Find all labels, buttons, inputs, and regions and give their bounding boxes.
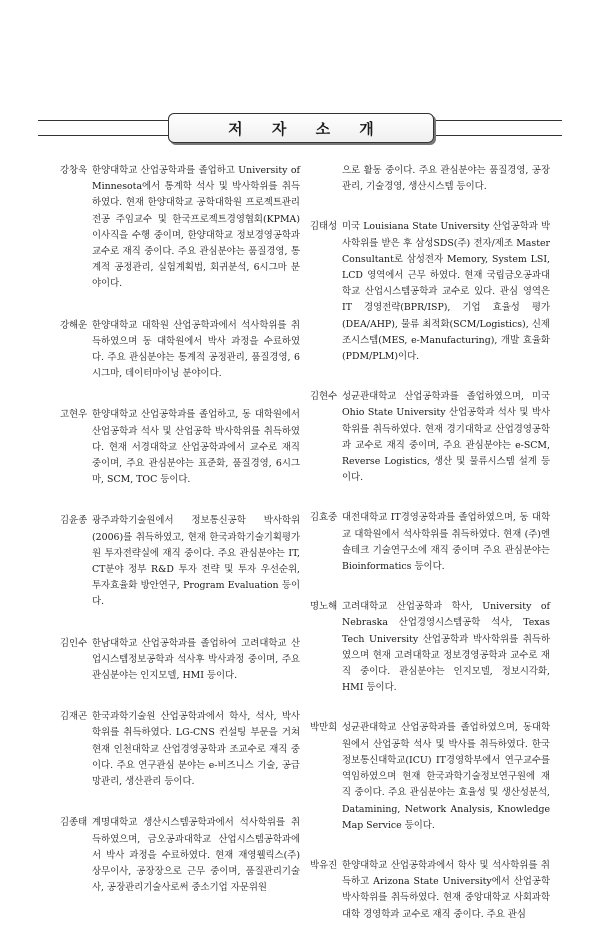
author-name: 김효중 xyxy=(310,512,338,524)
author-bio: 으로 활동 중이다. 주요 관심분야는 품질경영, 공장관리, 기술경영, 생산시스템 등이다. xyxy=(342,165,550,193)
author-bio: 계명대학교 생산시스템공학과에서 석사학위를 취득하였으며, 금오공과대학교 산업시스템공학과에서 박사 과정을 수료하였다. 현재 재영웰릭스(주) 상무이사, 공장장으로 근무 중이며, 품질관리기술사, 공장관리기술사로써 중소기업 자문위원 xyxy=(92,817,300,894)
author-bio: 미국 Louisiana State University 산업공학과 박사학위를 받은 후 삼성SDS(주) 전자/제조 Master Consultant로 삼성전자 Memory, System LSI, LCD 영역에서 근무 하였다. 현재 국립금오공과대학교 산업시스템공학과 교수로 있다. 관심 영역은 IT 경영전략(BPR/ISP), 기업 효율성 평가(DEA/AHP), 물류 최적화(SCM/Logistics), 신제조시스템(MES, e-Manufacturing), 개발 효율화(PDM/PLM)이다. xyxy=(342,221,550,363)
author-bio: 고려대학교 산업공학과 학사, University of Nebraska 산업경영시스템공학 석사, Texas Tech University 산업공학과 박사학위를 취득하였으며 현재 고려대학교 정보경영공학과 교수로 재직 중이다. 관심분야는 인지모델, 정보시각화, HMI 등이다. xyxy=(342,601,550,694)
author-bio: 한양대학교 대학원 산업공학과에서 석사학위를 취득하였으며 동 대학원에서 박사 과정을 수료하였다. 주요 관심분야는 통계적 공정관리, 품질경영, 6시그마, 데이터마이닝 분야이다. xyxy=(92,319,300,380)
author-bio: 성균관대학교 산업공학과를 졸업하였으며, 미국 Ohio State University 산업공학과 석사 및 박사학위를 취득하였다. 현재 경기대학교 산업경영공학과 교수로 재직 중이며, 주요 관심분야는 e-SCM, Reverse Logistics, 생산 및 물류시스템 설계 등이다. xyxy=(342,391,550,484)
author-name: 박유진 xyxy=(310,859,338,871)
author-name: 김재곤 xyxy=(60,711,88,723)
author-entry xyxy=(60,709,300,790)
author-name: 김윤종 xyxy=(60,515,88,527)
author-name: 명노해 xyxy=(310,601,338,613)
author-entry xyxy=(60,636,300,685)
section-title-box xyxy=(168,113,434,143)
author-entry xyxy=(60,163,300,293)
author-name: 강해운 xyxy=(60,319,88,331)
author-name: 김현수 xyxy=(310,391,338,403)
author-entry xyxy=(60,815,300,896)
author-entry-continued xyxy=(310,163,550,195)
author-bio: 성균관대학교 산업공학과를 졸업하였으며, 동대학원에서 산업공학 석사 및 박사를 취득하였다. 한국정보통신대학교(ICU) IT경영학부에서 연구교수를 역임하였으며 현재 한국과학기술정보연구원에 재직 중이다. 주요 관심분야는 효율성 및 생산성분석, Datamining, Network Analysis, Knowledge Map Service 등이다. xyxy=(342,722,550,831)
author-name: 고현우 xyxy=(60,409,88,421)
left-column xyxy=(60,163,300,921)
author-bio: 대전대학교 IT경영공학과를 졸업하였으며, 동 대학교 대학원에서 석사학위를 취득하였다. 현재 (주)엔솔테크 기술연구소에 재직 중이며 주요 관심분야는 Bioinformatics 등이다. xyxy=(342,512,550,573)
author-bio: 광주과학기술원에서 정보통신공학 박사학위(2006)를 취득하였고, 현재 한국과학기술기획평가원 투자전략실에 재직 중이다. 주요 관심분야는 IT, CT분야 정부 R&D 투자 전략 및 투자 우선순위, 투자효율화 방안연구, Program Evaluation 등이다. xyxy=(92,515,300,608)
author-bio: 한양대학교 산업공학과를 졸업하고 University of Minnesota에서 통계학 석사 및 박사학위를 취득하였다. 현재 한양대학교 공학대학원 프로젝트관리 전공 주임교수 및 한국프로젝트경영협회(KPMA) 이사직을 수행 중이며, 한양대학교 정보경영공학과 교수로 재직 중이다. 주요 관심분야는 품질경영, 통계적 공정관리, 실험계획법, 회귀분석, 6시그마 분야이다. xyxy=(92,165,300,290)
author-bio: 한양대학교 산업공학과를 졸업하고, 동 대학원에서 산업공학과 석사 및 산업공학 박사학위를 취득하였다. 현재 서경대학교 산업공학과에서 교수로 재직 중이며, 주요 관심분야는 표준화, 품질경영, 6시그마, SCM, TOC 등이다. xyxy=(92,409,300,486)
right-column xyxy=(310,163,550,947)
author-entry xyxy=(60,513,300,610)
author-entry xyxy=(60,407,300,488)
author-bio: 한국과학기술원 산업공학과에서 학사, 석사, 박사학위를 취득하였다. LG-CNS 컨설팅 부문을 거쳐 현재 인천대학교 산업경영공학과 조교수로 재직 중이다. 주요 연구관심 분야는 e-비즈니스 기술, 공급망관리, 생산관리 등이다. xyxy=(92,711,300,788)
author-name: 박만희 xyxy=(310,722,338,734)
author-entry xyxy=(310,858,550,923)
author-entry xyxy=(310,599,550,696)
author-name: 김인수 xyxy=(60,637,88,649)
author-bio: 한양대학교 산업공학과에서 학사 및 석사학위를 취득하고 Arizona State University에서 산업공학 박사학위를 취득하였다. 현재 중앙대학교 사회과학대학 경영학과 교수로 재직 중이다. 주요 관심 xyxy=(342,859,550,920)
author-entry xyxy=(310,720,550,833)
author-name: 김종태 xyxy=(60,817,88,829)
author-name: 김태성 xyxy=(310,221,338,233)
author-name: 강창욱 xyxy=(60,165,88,176)
author-entry xyxy=(60,318,300,383)
author-entry xyxy=(310,510,550,575)
section-title: 저 자 소 개 xyxy=(228,119,386,138)
author-entry xyxy=(310,389,550,486)
author-bio: 한남대학교 산업공학과를 졸업하여 고려대학교 산업시스템정보공학과 석사후 박사과정 중이며, 주요 관심분야는 인지모델, HMI 등이다. xyxy=(92,637,300,682)
author-entry xyxy=(310,219,550,365)
